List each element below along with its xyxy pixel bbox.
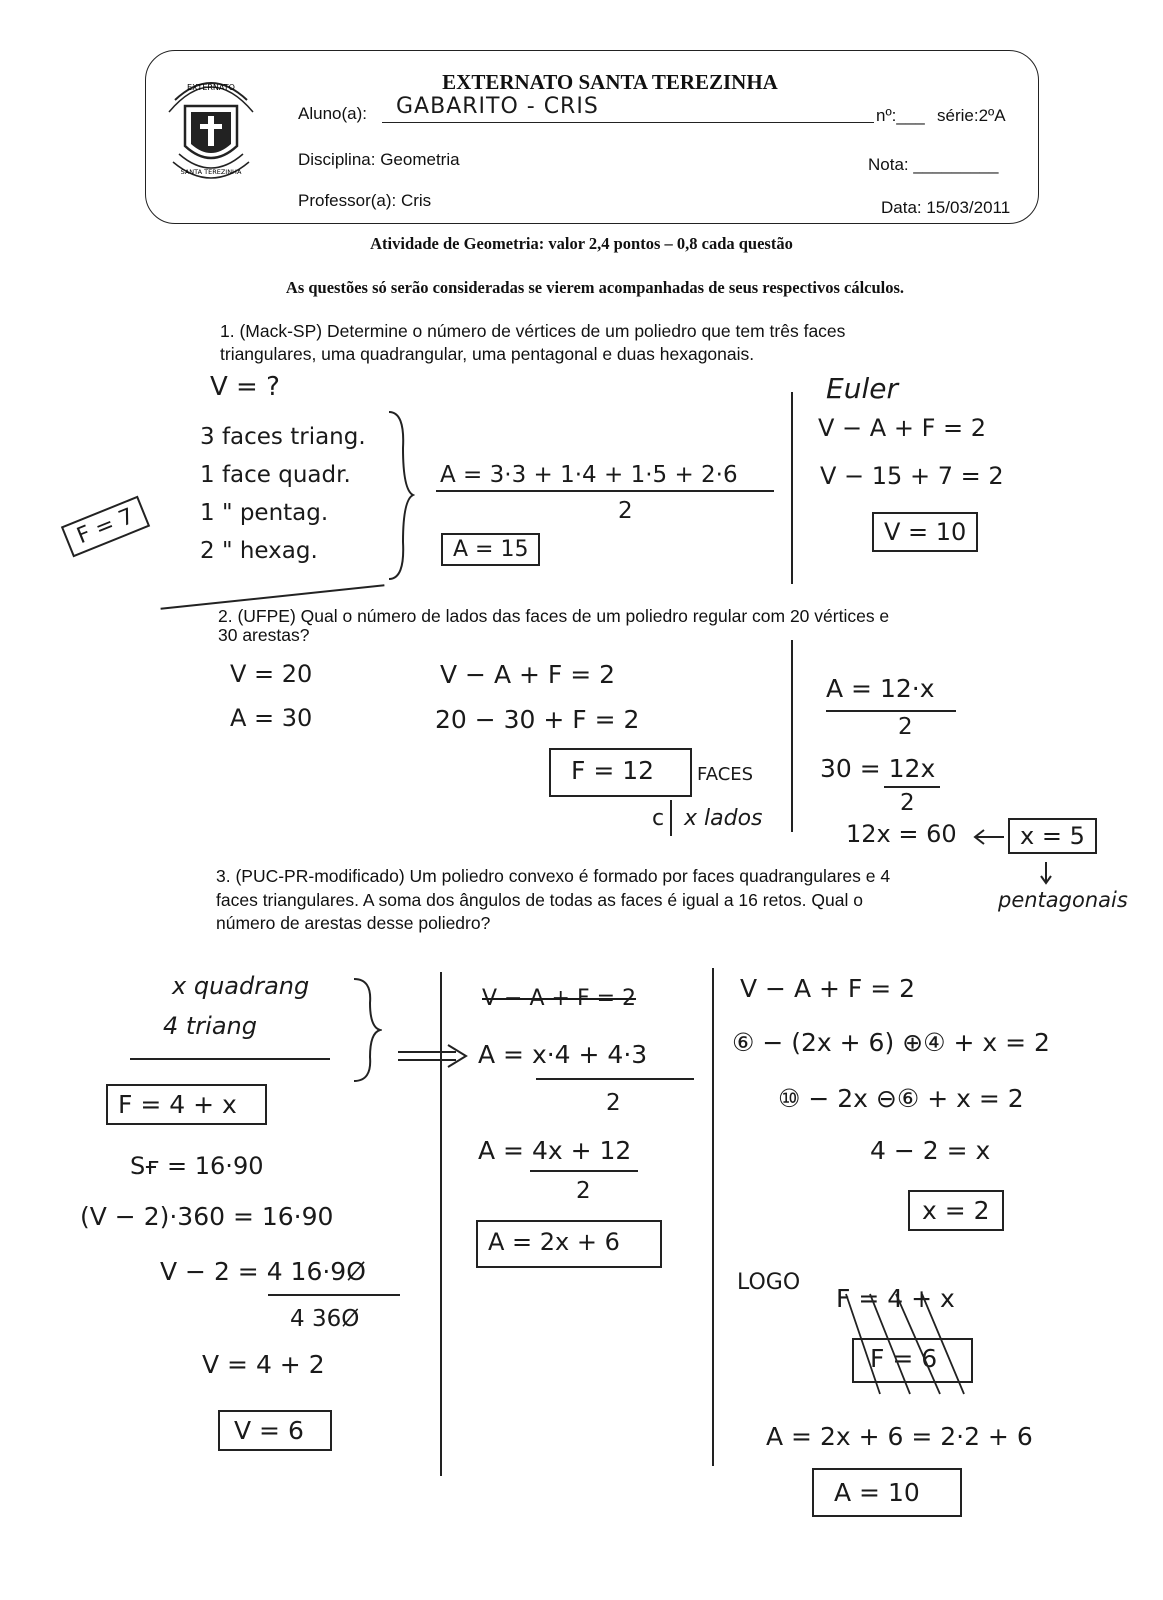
nota-label: Nota: _________ — [868, 155, 999, 174]
q2-lados-label: x lados — [684, 806, 763, 831]
q2-r1-bar — [826, 710, 956, 712]
q3-a2-numerator: A = 4x + 12 — [478, 1136, 632, 1165]
data-label: Data: 15/03/2011 — [881, 198, 1011, 217]
q2-r1-denominator: 2 — [898, 714, 913, 740]
q2-down-arrow — [1038, 860, 1054, 886]
q3-f6-box: F = 6 — [852, 1338, 973, 1383]
school-name: EXTERNATO SANTA TEREZINHA — [442, 70, 778, 94]
q2-arrow — [972, 826, 1006, 848]
q3-strike-hatch — [840, 1290, 970, 1400]
svg-text:EXTERNATO: EXTERNATO — [187, 83, 235, 92]
q3-implies-arrow — [396, 1042, 470, 1070]
q3-brace — [350, 975, 382, 1085]
q2-faces-label: FACES — [697, 764, 754, 785]
q1-a-box: A = 15 — [441, 533, 540, 566]
q3-v-box: V = 6 — [218, 1410, 332, 1451]
q2-x-box: x = 5 — [1008, 818, 1097, 854]
q2-c-label: c — [652, 806, 665, 831]
q3-text-line1: 3. (PUC-PR-modificado) Um poliedro convexo é formado por faces quadrangulares e 4 — [216, 866, 891, 886]
q1-list-item-1: 3 faces triang. — [200, 424, 366, 450]
q1-f-box: F = 7 — [61, 496, 150, 558]
q1-list-item-4: 2 " hexag. — [200, 538, 318, 564]
q2-divider — [791, 640, 793, 832]
q2-eq1: V − A + F = 2 — [440, 660, 616, 689]
q3-e4: 4 − 2 = x — [870, 1136, 991, 1165]
q1-v-box: V = 10 — [872, 512, 978, 552]
q3-a1-bar — [536, 1078, 694, 1080]
q3-a-box: A = 2x + 6 — [476, 1220, 662, 1268]
q1-divider — [791, 392, 793, 584]
q3-eq-v1: (V − 2)·360 = 16·90 — [80, 1202, 334, 1231]
q3-eq-v2: V − 2 = 4 16·9Ø — [160, 1257, 366, 1286]
q3-logo-label: LOGO — [737, 1270, 801, 1295]
q3-f-box: F = 4 + x — [106, 1084, 267, 1125]
q2-r2-denominator: 2 — [900, 790, 915, 816]
q3-a1-denominator: 2 — [606, 1090, 621, 1116]
q3-text-line3: número de arestas desse poliedro? — [216, 913, 491, 933]
q3-a1-numerator: A = x·4 + 4·3 — [478, 1040, 648, 1069]
aluno-line — [382, 122, 874, 123]
q2-a: A = 30 — [230, 704, 313, 732]
q2-c-divider — [670, 800, 672, 836]
q3-struck-formula: V − A + F = 2 — [482, 986, 637, 1011]
svg-text:SANTA TEREZINHA: SANTA TEREZINHA — [180, 168, 242, 176]
aluno-value: GABARITO - CRIS — [396, 94, 599, 119]
q2-eq2: 20 − 30 + F = 2 — [435, 705, 640, 734]
q3-e2: ⑥ − (2x + 6) ⊕④ + x = 2 — [732, 1028, 1050, 1057]
q3-c1-line2: 4 triang — [163, 1012, 257, 1040]
q1-list-item-3: 1 " pentag. — [200, 500, 329, 526]
q2-f-box: F = 12 — [549, 748, 692, 797]
q1-euler-eq1: V − A + F = 2 — [818, 414, 987, 442]
aluno-label: Aluno(a): — [298, 104, 367, 123]
q2-text-line1: 2. (UFPE) Qual o número de lados das faces de um poliedro regular com 20 vértices e — [218, 606, 890, 626]
q1-list-item-2: 1 face quadr. — [200, 462, 351, 488]
q1-euler-title: Euler — [826, 372, 898, 405]
q1-a-numerator: A = 3·3 + 1·4 + 1·5 + 2·6 — [440, 462, 738, 488]
q1-v-unknown: V = ? — [210, 372, 280, 402]
q2-r2-numerator: 30 = 12x — [820, 754, 936, 783]
q2-r2-bar — [884, 786, 940, 788]
serie-label: série:2ºA — [937, 106, 1006, 125]
q3-c1-underline — [130, 1058, 330, 1060]
numero-label: nº:___ — [876, 106, 925, 125]
q3-x-box: x = 2 — [908, 1190, 1004, 1231]
q3-final-eq: A = 2x + 6 = 2·2 + 6 — [766, 1422, 1033, 1451]
q2-pentagonais: pentagonais — [998, 888, 1128, 912]
q3-text-line2: faces triangulares. A soma dos ângulos de todas as faces é igual a 16 retos. Qual o — [216, 890, 863, 910]
q1-text-line2: triangulares, uma quadrangular, uma pentagonal e duas hexagonais. — [220, 344, 755, 364]
q3-a2-bar — [530, 1170, 638, 1172]
q3-sf: Sғ = 16·90 — [130, 1152, 264, 1180]
q3-divider-1 — [440, 972, 442, 1476]
q3-a2-denominator: 2 — [576, 1178, 591, 1204]
q3-final-box: A = 10 — [812, 1468, 962, 1517]
q3-logo-f: F = 4 + x — [836, 1284, 955, 1313]
q2-v: V = 20 — [230, 660, 313, 688]
q2-r1-numerator: A = 12·x — [826, 674, 935, 703]
q1-face-list — [200, 418, 366, 570]
instruction-text: As questões só serão consideradas se vierem acompanhadas de seus respectivos cálculos. — [285, 278, 905, 297]
q2-r3: 12x = 60 — [846, 820, 957, 848]
professor-label: Professor(a): Cris — [298, 191, 432, 210]
q3-eq-v2-denominator: 4 36Ø — [290, 1306, 360, 1332]
q1-a-fraction-bar — [436, 490, 774, 492]
q3-eq-v2-bar — [268, 1294, 400, 1296]
q3-divider-2 — [712, 968, 714, 1466]
q2-text-line2: 30 arestas? — [218, 625, 310, 645]
q1-text-line1: 1. (Mack-SP) Determine o número de vértices de um poliedro que tem três faces — [220, 321, 846, 341]
activity-title: Atividade de Geometria: valor 2,4 pontos – 0,8 cada questão — [370, 234, 793, 253]
q3-c1-line1: x quadrang — [172, 972, 310, 1000]
school-seal — [165, 70, 257, 188]
q3-e1: V − A + F = 2 — [740, 974, 916, 1003]
q3-e3: ⑩ − 2x ⊖⑥ + x = 2 — [778, 1084, 1024, 1113]
q3-eq-v3: V = 4 + 2 — [202, 1350, 325, 1379]
q1-euler-eq2: V − 15 + 7 = 2 — [820, 462, 1004, 490]
q1-brace — [385, 408, 415, 583]
q1-a-denominator: 2 — [618, 498, 633, 524]
disciplina-label: Disciplina: Geometria — [298, 150, 460, 169]
